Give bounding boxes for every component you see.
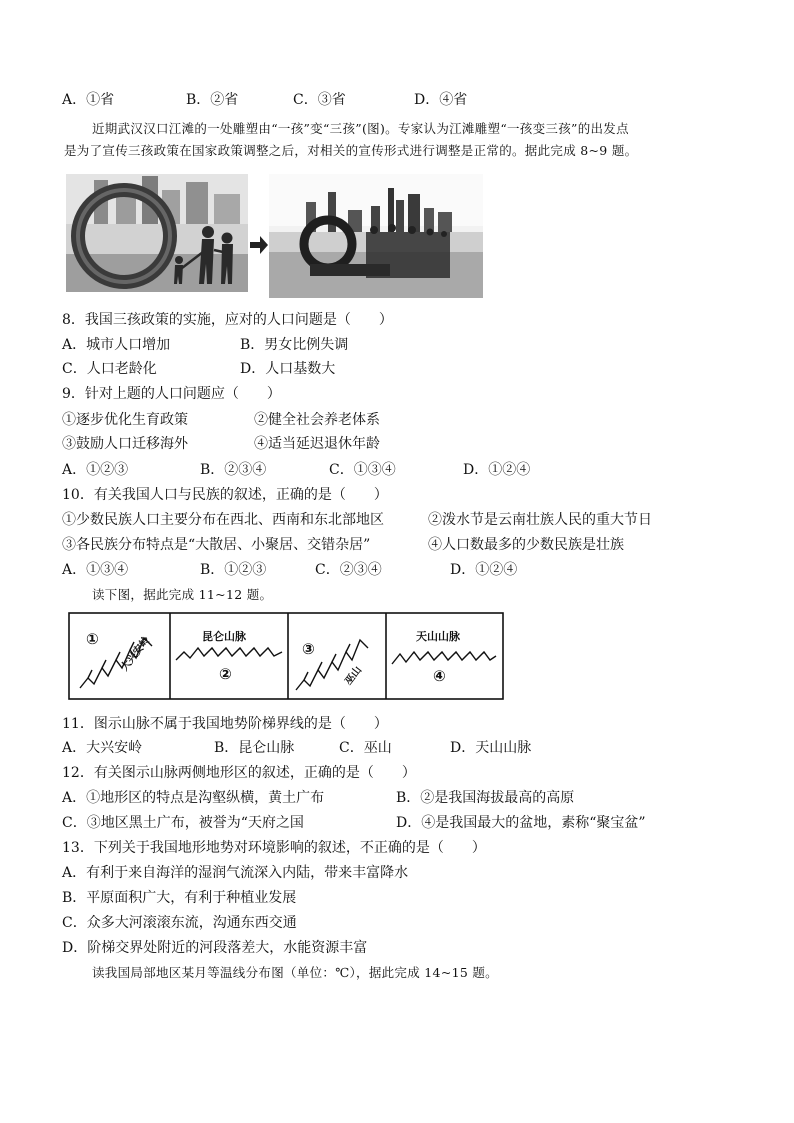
- q8-option-b: B．男女比例失调: [240, 337, 349, 353]
- intro-8-9-line2: 是为了宣传三孩政策在国家政策调整之后，对相关的宣传形式进行调整是正常的。据此完成 8~9 题。: [64, 143, 638, 158]
- q11-option-d: D．天山山脉: [450, 740, 532, 756]
- intro-14-15: 读我国局部地区某月等温线分布图（单位：℃），据此完成 14~15 题。: [92, 965, 498, 980]
- q9-item-1: ①逐步优化生育政策: [62, 412, 188, 428]
- q11-option-a: A．大兴安岭: [62, 740, 143, 756]
- q8-option-a: A．城市人口增加: [62, 337, 171, 353]
- q13-stem: 13．下列关于我国地形地势对环境影响的叙述，不正确的是（ ）: [62, 840, 486, 856]
- q9-item-2: ②健全社会养老体系: [254, 412, 380, 428]
- intro-8-9-line1: 近期武汉汉口江滩的一处雕塑由“一孩”变“三孩”(图)。专家认为江滩雕塑“一孩变三孩”的出发点: [92, 121, 629, 136]
- mountain-diagram: [66, 610, 506, 702]
- q9-option-b: B．②③④: [200, 462, 267, 478]
- q8-option-d: D．人口基数大: [240, 361, 336, 377]
- q9-item-4: ④适当延迟退休年龄: [254, 436, 380, 452]
- q9-stem: 9．针对上题的人口问题应（ ）: [62, 386, 281, 402]
- q13-option-c: C．众多大河滚滚东流，沟通东西交通: [62, 915, 297, 931]
- q10-option-d: D．①②④: [450, 562, 518, 578]
- q10-option-b: B．①②③: [200, 562, 267, 578]
- one-child-sculpture-photo: [66, 174, 248, 292]
- q7-option-a: A．①省: [62, 92, 115, 108]
- q10-item-1: ①少数民族人口主要分布在西北、西南和东北部地区: [62, 512, 384, 528]
- q12-option-a: A．①地形区的特点是沟壑纵横，黄土广布: [62, 790, 325, 806]
- q13-option-d: D．阶梯交界处附近的河段落差大，水能资源丰富: [62, 940, 368, 956]
- panel-1-marker: ①: [86, 630, 99, 648]
- q9-option-c: C．①③④: [329, 462, 396, 478]
- panel-2-marker: ②: [219, 665, 232, 683]
- q8-stem: 8．我国三孩政策的实施，应对的人口问题是（ ）: [62, 312, 393, 328]
- q10-item-2: ②泼水节是云南壮族人民的重大节日: [428, 512, 652, 528]
- panel-4-marker: ④: [433, 667, 446, 685]
- panel-1-label: 大兴安岭: [119, 634, 153, 674]
- q12-stem: 12．有关图示山脉两侧地形区的叙述，正确的是（ ）: [62, 765, 416, 781]
- three-child-sculpture-photo: [269, 174, 483, 298]
- panel-3-marker: ③: [302, 640, 315, 658]
- panel-3-label: 巫山: [343, 664, 365, 688]
- sculpture-photos: [66, 172, 486, 302]
- q10-stem: 10．有关我国人口与民族的叙述，正确的是（ ）: [62, 487, 388, 503]
- q11-stem: 11．图示山脉不属于我国地势阶梯界线的是（ ）: [62, 716, 388, 732]
- q10-option-a: A．①③④: [62, 562, 129, 578]
- panel-2-label: 昆仑山脉: [202, 630, 246, 643]
- q7-option-b: B．②省: [186, 92, 239, 108]
- q11-option-c: C．巫山: [339, 740, 392, 756]
- q7-option-c: C．③省: [293, 92, 346, 108]
- q9-item-3: ③鼓励人口迁移海外: [62, 436, 188, 452]
- q8-option-c: C．人口老龄化: [62, 361, 157, 377]
- q10-item-3: ③各民族分布特点是“大散居、小聚居、交错杂居”: [62, 537, 371, 553]
- q12-option-c: C．③地区黑土广布，被誉为“天府之国: [62, 815, 304, 831]
- q13-option-a: A．有利于来自海洋的湿润气流深入内陆，带来丰富降水: [62, 865, 409, 881]
- intro-11-12: 读下图，据此完成 11~12 题。: [92, 587, 273, 602]
- q9-option-a: A．①②③: [62, 462, 129, 478]
- q12-option-d: D．④是我国最大的盆地，素称“聚宝盆”: [396, 815, 646, 831]
- q12-option-b: B．②是我国海拔最高的高原: [396, 790, 575, 806]
- q7-option-d: D．④省: [414, 92, 468, 108]
- panel-4-label: 天山山脉: [416, 630, 460, 643]
- q11-option-b: B．昆仑山脉: [214, 740, 295, 756]
- q10-item-4: ④人口数最多的少数民族是壮族: [428, 537, 624, 553]
- q9-option-d: D．①②④: [463, 462, 531, 478]
- q13-option-b: B．平原面积广大，有利于种植业发展: [62, 890, 297, 906]
- arrow-right-icon: [250, 236, 268, 254]
- q10-option-c: C．②③④: [315, 562, 382, 578]
